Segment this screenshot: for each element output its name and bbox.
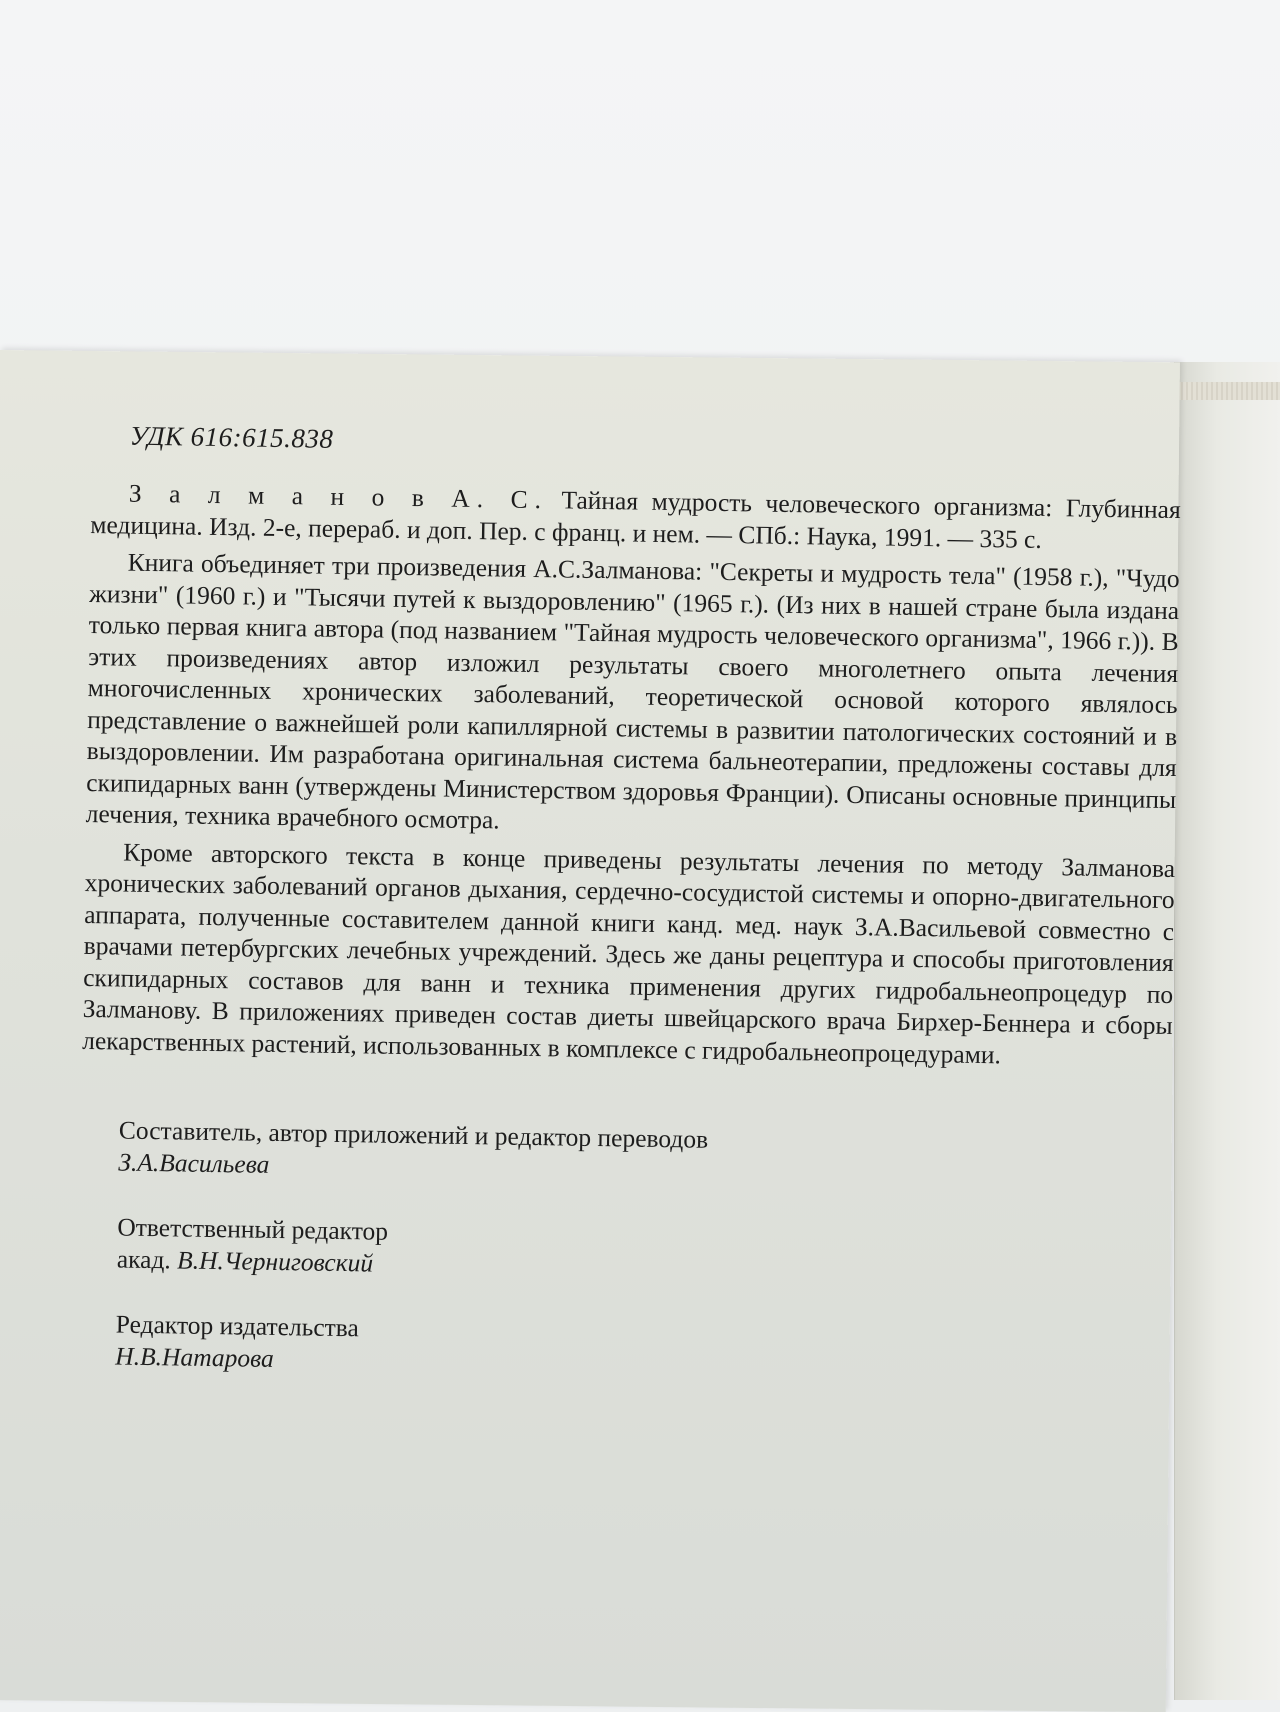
credit-prefix: акад. [117,1244,178,1274]
credit-responsible-editor [117,1211,1170,1292]
udk-code: УДК 616:615.838 [130,421,1182,469]
imprint-text-block [77,420,1182,1422]
author-name: З а л м а н о в А. С. [129,479,549,515]
next-page-edge [1174,362,1280,1700]
book-spine-edge [1178,382,1280,400]
bibliographic-text: Тайная мудрость человеческого организма: Глубинная медицина. Изд. 2-е, перераб. и доп. Пер. с франц. и нем. — СПб.: Наука, 1991. — 335 с. [90,485,1181,553]
credits-section [115,1115,1171,1389]
credit-person-name: В.Н.Черниговский [177,1245,373,1277]
credit-person-name: З.А.Васильева [118,1148,269,1179]
annotation-paragraph-1: Книга объединяет три произведения А.С.Залманова: "Секреты и мудрость тела" (1958 г.), "Чудо жизни" (1960 г.) и "Тысячи путей к выздоровлению" (1965 г.). (Из них в нашей стране была издана только первая книга автора (под названием "Тайная мудрость человеческого организма", 1966 г.)). В этих произведениях автор изложил результаты своего многолетнего опыта лечения многочисленных хронических заболеваний, теоретической основой которого являлось представление о важнейшей роли капиллярной системы в развитии патологических состояний и в выздоровлении. Им разработана оригинальная система бальнеотерапии, предложены составы для скипидарных ванн (утверждены Министерством здоровья Франции). Описаны основные принципы лечения, техника врачебного осмотра. [86,546,1180,847]
credit-person-name: Н.В.Натарова [115,1341,274,1372]
credit-role: Редактор издательства [116,1308,1168,1357]
credit-role: Составитель, автор приложений и редактор переводов [119,1115,1171,1164]
credit-compiler [118,1115,1171,1196]
annotation-paragraph-2: Кроме авторского текста в конце приведены результаты лечения по методу Залманова хронических заболеваний органов дыхания, сердечно-сосудистой системы и опорно-двигательного аппарата, полученные составителем данной книги канд. мед. наук З.А.Васильевой совместно с врачами петербургских лечебных учреждений. Здесь же даны рецептура и способы приготовления скипидарных составов для ванн и техника применения других гидробальнеопроцедур по Залманову. В приложениях приведен состав диеты швейцарского врача Бирхер-Беннера и сборы лекарственных растений, использованных в комплексе с гидробальнеопроцедурами. [82,835,1175,1073]
bibliographic-entry [90,477,1181,557]
credit-role: Ответственный редактор [117,1211,1169,1260]
credit-publisher-editor [115,1308,1168,1389]
